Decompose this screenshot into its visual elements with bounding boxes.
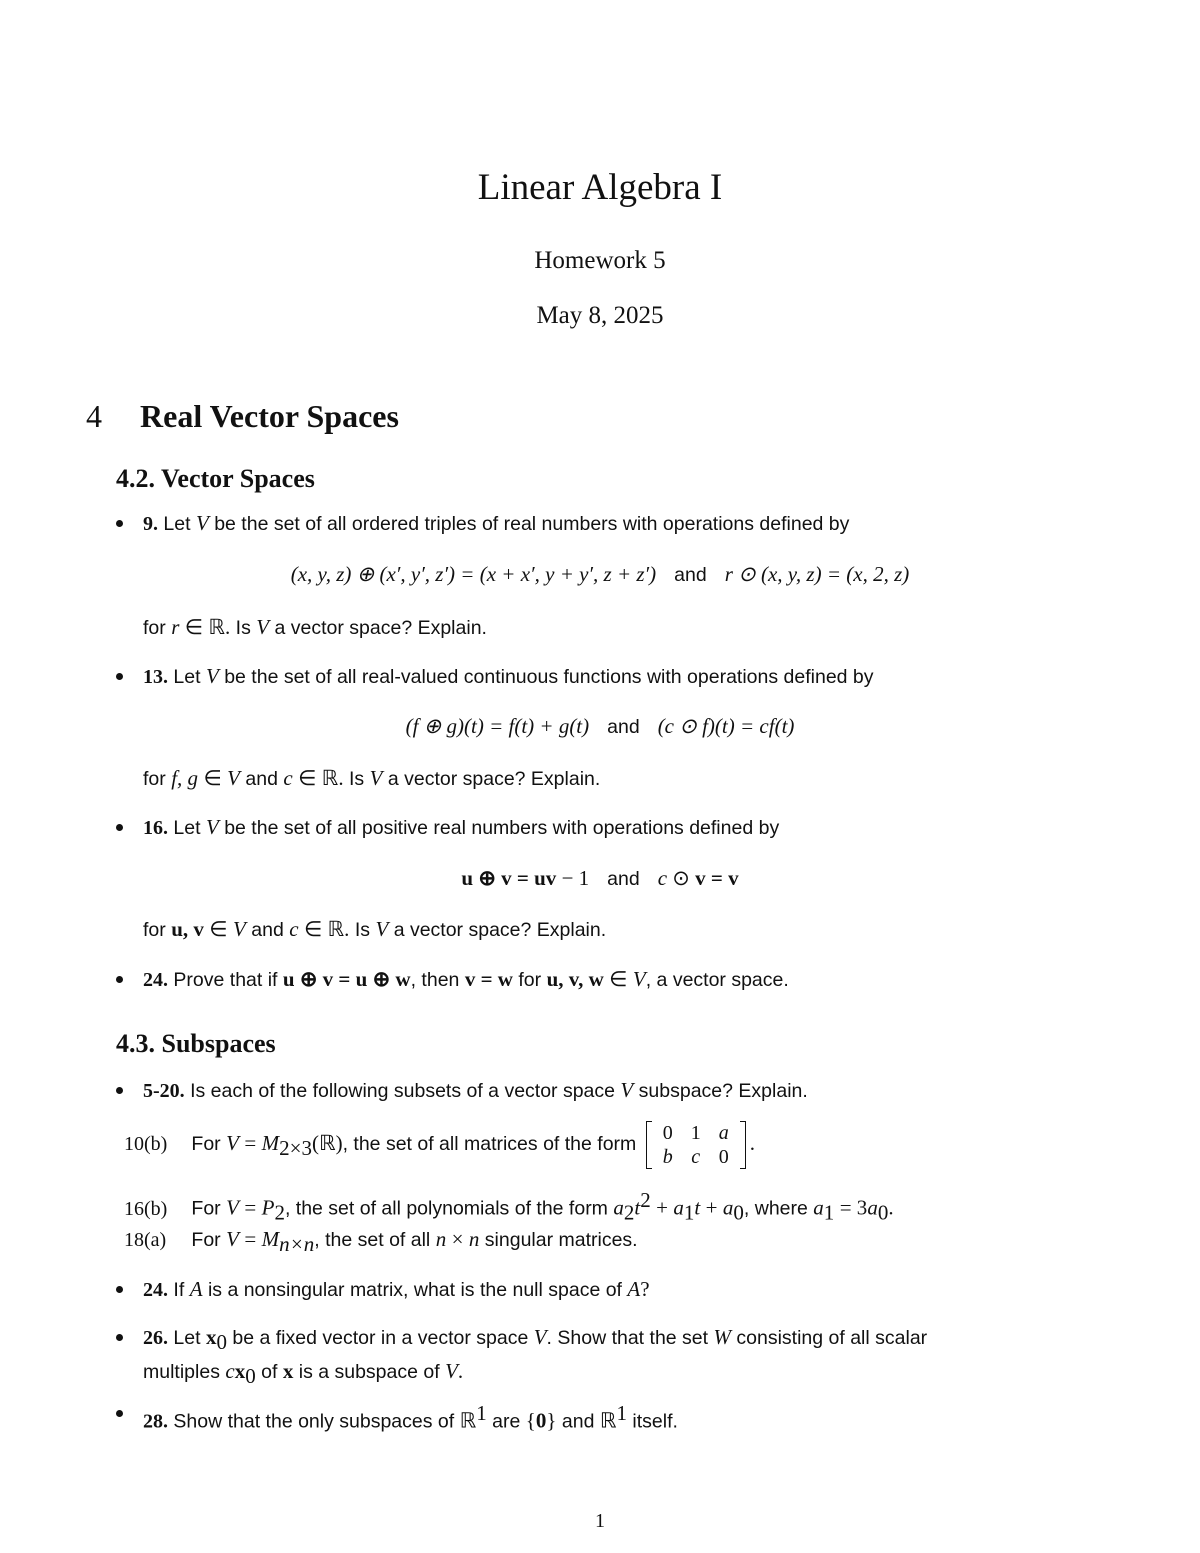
bullet-icon — [116, 1410, 123, 1417]
problem-text: are — [492, 1410, 521, 1433]
problem-text: Prove that if — [173, 969, 278, 991]
subproblem-18a: 18(a) For $V = M_{n\times n}$, the set of all n × n singular matrices. — [124, 1227, 638, 1256]
section-title: Real Vector Spaces — [140, 398, 399, 434]
equation-connector: and — [607, 868, 640, 890]
problem-text: of — [261, 1360, 278, 1383]
problem-text: Let — [163, 513, 191, 535]
bullet-icon — [116, 1087, 123, 1094]
matrix-cell: c — [691, 1146, 701, 1168]
problem-text: Let — [173, 817, 201, 839]
question-text: Is — [235, 617, 251, 639]
bullet-icon — [116, 520, 123, 527]
subsection-heading-vector-spaces: 4.2. Vector Spaces — [116, 464, 315, 493]
connector-text: and — [561, 1410, 595, 1433]
problem-text: consisting of all scalar — [736, 1327, 928, 1349]
equation-13: (f ⊕ g)(t) = f(t) + g(t) and (c ⊙ f)(t) = cf(t) — [405, 714, 795, 738]
problem-text: Is each of the following subsets of a vector space — [190, 1080, 615, 1102]
problem-text: Let — [173, 1327, 201, 1349]
equation-connector: and — [607, 716, 640, 738]
subproblem-text: , the set of all matrices of the form — [342, 1133, 637, 1156]
subproblem-label: 10(b) — [124, 1133, 168, 1156]
homework-number: Homework 5 — [534, 247, 666, 274]
problem-28: 28. Show that the only subspaces of ℝ$^1$ are {0} and ℝ$^1$ itself. — [116, 1399, 1116, 1437]
question-text: a vector space? Explain. — [393, 919, 607, 941]
problem-label: 24. — [143, 969, 168, 991]
problem-text: subspace? Explain. — [638, 1080, 808, 1102]
bullet-icon — [116, 1286, 123, 1293]
subsection-heading-subspaces: 4.3. Subspaces — [116, 1029, 276, 1058]
connector-text: for — [143, 919, 166, 941]
problem-label: 26. — [143, 1327, 168, 1349]
subproblem-text: , the set of all polynomials of the form — [284, 1197, 608, 1220]
problem-5-20: 5-20. Is each of the following subsets of a vector space V subspace? Explain. — [116, 1076, 1116, 1106]
problem-text: itself. — [632, 1410, 678, 1433]
problem-label: 13. — [143, 666, 168, 688]
problem-text: is a subspace of — [298, 1360, 440, 1383]
connector-text: for — [143, 768, 166, 790]
problem-text: be the set of all positive real numbers with operations defined by — [224, 817, 780, 839]
problem-text: is a nonsingular matrix, what is the null space of — [207, 1279, 622, 1301]
matrix-cell: b — [662, 1146, 673, 1168]
subproblem-text: , where — [743, 1197, 808, 1220]
matrix-cell: 1 — [690, 1122, 701, 1144]
problem-label: 5-20. — [143, 1080, 185, 1102]
matrix-2x3 — [646, 1121, 746, 1169]
equation-16: u ⊕ v = uv − 1 and c ⊙ v = v — [461, 866, 739, 890]
problem-text: for — [518, 969, 542, 991]
problem-text: be the set of all ordered triples of real numbers with operations defined by — [214, 513, 850, 535]
subproblem-label: 16(b) — [124, 1197, 168, 1220]
question-text: Is — [354, 919, 371, 941]
problem-text: be the set of all real-valued continuous functions with operations defined by — [224, 666, 874, 688]
connector-text: for — [143, 617, 166, 639]
section-heading — [86, 398, 399, 435]
problem-label: 28. — [143, 1410, 168, 1433]
page-number: 1 — [595, 1510, 605, 1532]
subproblem-text: For — [191, 1133, 221, 1156]
problem-label: 9. — [143, 513, 158, 535]
matrix-cell: 0 — [662, 1122, 673, 1144]
bullet-icon — [116, 976, 123, 983]
question-text: a vector space? Explain. — [274, 617, 487, 639]
subproblem-text: For — [191, 1197, 221, 1220]
problem-text: , a vector space. — [645, 969, 789, 991]
document-title: Linear Algebra I — [477, 167, 723, 208]
problem-text: multiples — [143, 1360, 220, 1383]
problem-text: be a fixed vector in a vector space — [232, 1327, 529, 1349]
problem-9: 9. Let V be the set of all ordered triples of real numbers with operations defined by — [116, 509, 1116, 539]
subproblem-text: For — [191, 1229, 221, 1251]
equation-9: (x, y, z) ⊕ (x′, y′, z′) = (x + x′, y + y′, z + z′) and r ⊙ (x, y, z) = (x, 2, z) — [290, 562, 910, 586]
problem-24-subspaces: 24. If A is a nonsingular matrix, what is the null space of A? — [116, 1275, 1116, 1305]
subproblem-label: 18(a) — [124, 1229, 167, 1251]
connector-text: and — [251, 919, 284, 941]
subproblem-text: singular matrices. — [484, 1229, 638, 1251]
problem-13: 13. Let V be the set of all real-valued continuous functions with operations defined by — [116, 662, 1116, 692]
subproblem-text: , the set of all — [314, 1229, 431, 1251]
bullet-icon — [116, 1334, 123, 1341]
problem-text: If — [173, 1279, 185, 1301]
problem-16: 16. Let V be the set of all positive real numbers with operations defined by — [116, 813, 1116, 843]
bullet-icon — [116, 673, 123, 680]
section-number: 4 — [86, 398, 102, 434]
problem-label: 16. — [143, 817, 168, 839]
problem-label: 24. — [143, 1279, 168, 1301]
question-text: a vector space? Explain. — [387, 768, 601, 790]
subproblem-10b: 10(b) For $V = M_{2\times 3}(ℝ)$, the set of all matrices of the form 0 1 a b c 0 . — [124, 1122, 755, 1168]
problem-13-question: for f, g ∈ V and c ∈ ℝ. Is V a vector space? Explain. — [143, 766, 601, 790]
problem-text: , then — [410, 969, 460, 991]
problem-26: 26. Let $x_0$ be a fixed vector in a vector space V. Show that the set W consisting of all scalar multiples $cx_0$ of x is a subspace of V. — [116, 1323, 1116, 1391]
question-text: Is — [349, 768, 365, 790]
document-date: May 8, 2025 — [536, 302, 664, 329]
matrix-cell: 0 — [718, 1146, 729, 1168]
problem-text: . Show that the set — [546, 1327, 709, 1349]
problem-16-question: for u, v ∈ V and c ∈ ℝ. Is V a vector space? Explain. — [143, 917, 607, 941]
bullet-icon — [116, 824, 123, 831]
matrix-cell: a — [718, 1122, 729, 1144]
problem-9-question: for r ∈ ℝ. Is V a vector space? Explain. — [143, 615, 487, 639]
connector-text: and — [245, 768, 278, 790]
subproblem-16b: 16(b) For $V = P_2$, the set of all polynomials of the form $a_2t^2 + a_1t + a_0$, where $a_1 = 3a_0$. — [124, 1188, 894, 1225]
problem-24-vector-spaces: 24. Prove that if u ⊕ v = u ⊕ w, then v = w for u, v, w ∈ V, a vector space. — [116, 965, 1116, 995]
equation-connector: and — [674, 564, 707, 586]
problem-text: Show that the only subspaces of — [173, 1410, 455, 1433]
problem-text: Let — [173, 666, 201, 688]
